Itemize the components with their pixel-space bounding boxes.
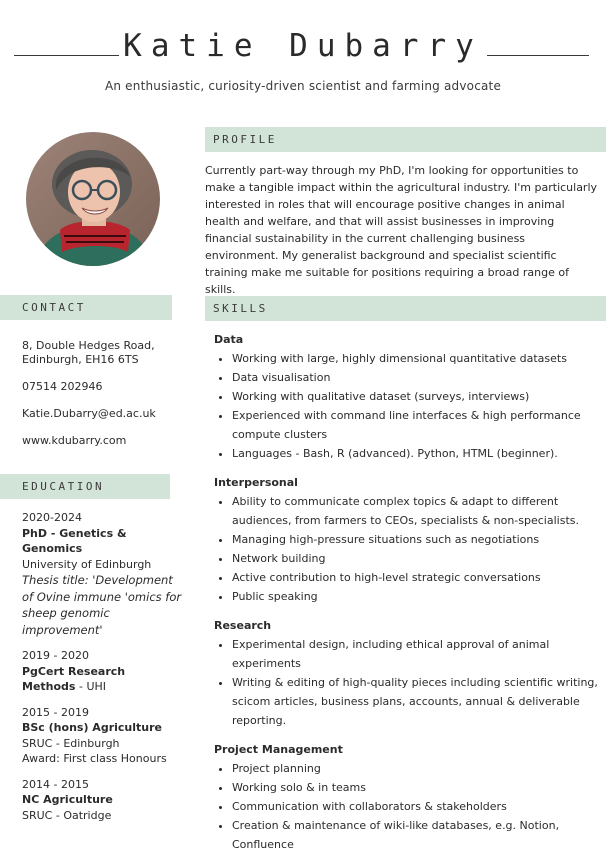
education-entry bbox=[22, 777, 182, 824]
skill-item: • Public speaking bbox=[232, 587, 599, 606]
education-award: Award: First class Honours bbox=[22, 752, 167, 765]
contact-website[interactable]: www.kdubarry.com bbox=[22, 434, 127, 447]
skill-item: • Ability to communicate complex topics & adapt to different audiences, from farmers to CEOs, specialists & non-specialists. bbox=[232, 492, 599, 530]
education-institution: SRUC - Edinburgh bbox=[22, 736, 120, 750]
education-degree: NC Agriculture bbox=[22, 793, 113, 806]
skills-heading: SKILLS bbox=[205, 296, 606, 321]
skill-item: • Active contribution to high-level strategic conversations bbox=[232, 568, 599, 587]
education-degree: PhD - Genetics & Genomics bbox=[22, 526, 127, 555]
education-degree-line: PgCert Research Methods - UHI bbox=[22, 664, 126, 693]
skill-item: • Writing & editing of high-quality pieces including scientific writing, scicom articles, business plans, accounts, annual & deliverable reporting. bbox=[232, 673, 599, 730]
education-list bbox=[22, 510, 182, 833]
contact-address: 8, Double Hedges Road, Edinburgh, EH16 6TS bbox=[22, 339, 155, 366]
skill-item: • Working solo & in teams bbox=[232, 778, 599, 797]
skill-item: • Working with large, highly dimensional quantitative datasets bbox=[232, 349, 599, 368]
education-entry bbox=[22, 648, 182, 695]
contact-email[interactable]: Katie.Dubarry@ed.ac.uk bbox=[22, 407, 156, 420]
skill-item: • Experimental design, including ethical approval of animal experiments bbox=[232, 635, 599, 673]
profile-photo bbox=[26, 132, 160, 266]
skill-item: • Project planning bbox=[232, 759, 599, 778]
education-thesis: Thesis title: 'Development of Ovine immune 'omics for sheep genomic improvement' bbox=[22, 573, 182, 637]
contact-heading: CONTACT bbox=[0, 295, 172, 320]
skill-item: • Data visualisation bbox=[232, 368, 599, 387]
skill-group-data bbox=[214, 332, 599, 463]
education-degree: PgCert Research Methods bbox=[22, 664, 126, 693]
skill-group-project-management bbox=[214, 742, 599, 854]
education-years: 2014 - 2015 bbox=[22, 777, 89, 791]
skill-item: • Experienced with command line interfaces & high performance compute clusters bbox=[232, 406, 599, 444]
profile-summary: Currently part-way through my PhD, I'm looking for opportunities to make a tangible impact within the agricultural industry. I'm particularly interested in roles that will encourage positive changes in animal health and welfare, and that will assist businesses in improving financial sustainability in the current challenging business environment. My generalist background and specialist scientific training make me suitable for positions requiring a broad range of skills. bbox=[205, 164, 598, 296]
education-heading: EDUCATION bbox=[0, 474, 170, 499]
education-entry bbox=[22, 510, 182, 638]
education-institution: University of Edinburgh bbox=[22, 557, 152, 571]
education-years: 2019 - 2020 bbox=[22, 649, 89, 662]
education-degree: BSc (hons) Agriculture bbox=[22, 721, 162, 734]
education-years: 2020-2024 bbox=[22, 511, 82, 524]
profile-heading: PROFILE bbox=[205, 127, 606, 152]
skill-item: • Languages - Bash, R (advanced). Python, HTML (beginner). bbox=[232, 444, 599, 463]
tagline: An enthusiastic, curiosity-driven scientist and farming advocate bbox=[104, 79, 502, 93]
skill-item: • Managing high-pressure situations such as negotiations bbox=[232, 530, 599, 549]
education-years: 2015 - 2019 bbox=[22, 705, 89, 719]
skill-group-title: Project Management bbox=[214, 743, 343, 756]
education-entry bbox=[22, 705, 182, 767]
skill-item: • Working with qualitative dataset (surveys, interviews) bbox=[232, 387, 599, 406]
education-institution: UHI bbox=[86, 680, 107, 693]
skill-group-title: Data bbox=[214, 333, 244, 346]
candidate-name: Katie Dubarry bbox=[123, 28, 483, 64]
skill-group-research bbox=[214, 618, 599, 730]
education-institution: SRUC - Oatridge bbox=[22, 808, 112, 822]
contact-phone: 07514 202946 bbox=[22, 380, 103, 393]
skill-item: • Network building bbox=[232, 549, 599, 568]
skills-list bbox=[214, 332, 599, 866]
skill-group-title: Interpersonal bbox=[214, 476, 298, 489]
skill-group-interpersonal bbox=[214, 475, 599, 606]
contact-details bbox=[22, 339, 182, 461]
skill-group-title: Research bbox=[214, 619, 272, 632]
skill-item: • Creation & maintenance of wiki-like databases, e.g. Notion, Confluence bbox=[232, 816, 599, 854]
skill-item: • Communication with collaborators & stakeholders bbox=[232, 797, 599, 816]
